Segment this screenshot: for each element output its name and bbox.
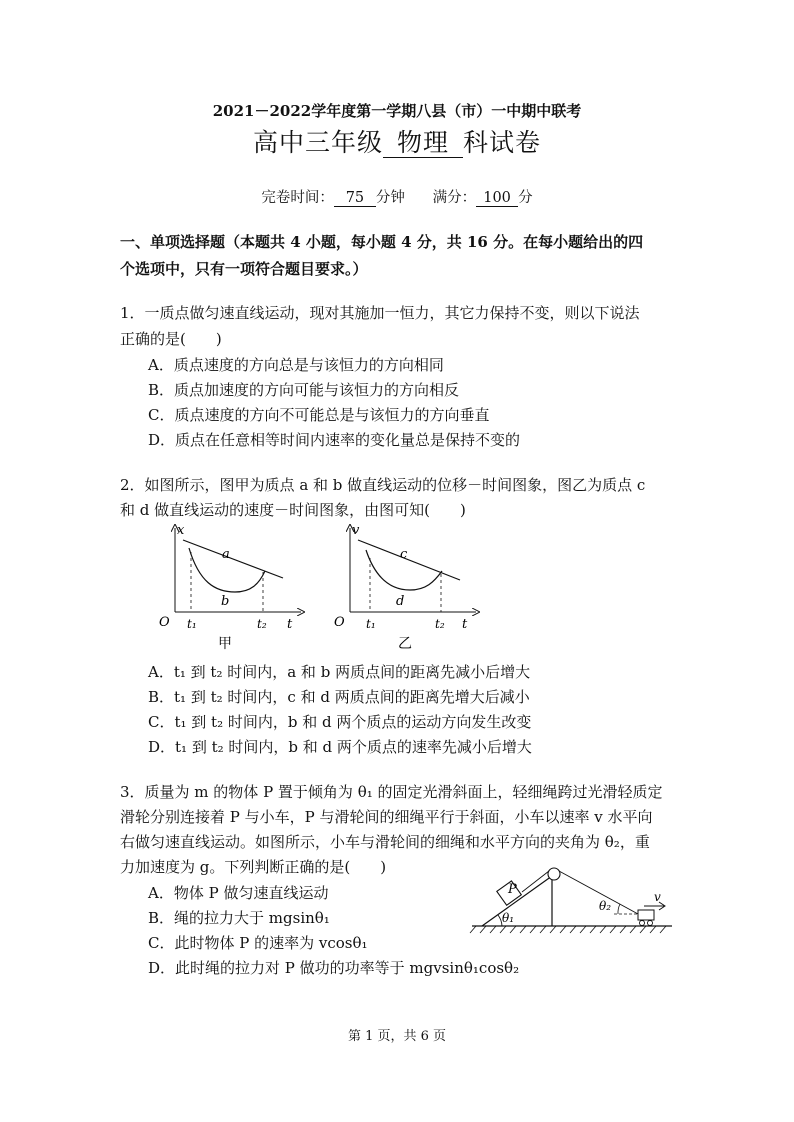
q1-option-b: B．质点加速度的方向可能与该恒力的方向相反 — [148, 381, 460, 399]
q2-option-d: D．t₁ 到 t₂ 时间内，b 和 d 两个质点的速率先减小后增大 — [148, 738, 532, 756]
q1-option-a: A．质点速度的方向总是与该恒力的方向相同 — [148, 356, 444, 374]
ground-hatching — [470, 926, 666, 933]
q1-stem: 1．一质点做匀速直线运动，现对其施加一恒力，其它力保持不变，则以下说法 — [120, 304, 640, 322]
q3-stem-cont1: 滑轮分别连接着 P 与小车，P 与滑轮间的细绳平行于斜面，小车以速率 v 水平向 — [120, 808, 653, 826]
graph-velocity-time — [330, 520, 480, 660]
q3-stem-cont2: 右做匀速直线运动。如图所示，小车与滑轮间的细绳和水平方向的夹角为 θ₂，重 — [120, 833, 650, 851]
incline-pulley-figure — [468, 862, 678, 937]
exam-header: 2021－2022学年度第一学期八县（市）一中期中联考 — [212, 102, 582, 120]
angle-label-2: θ₂ — [599, 899, 612, 913]
q2-stem: 2．如图所示，图甲为质点 a 和 b 做直线运动的位移－时间图象，图乙为质点 c — [120, 476, 646, 494]
q3-stem-cont3: 力加速度为 g。下列判断正确的是( ) — [120, 858, 387, 876]
label-d: d — [396, 594, 405, 609]
label-b: b — [221, 594, 230, 609]
exam-title-suffix: 科试卷 — [463, 128, 542, 157]
q3-option-c: C．此时物体 P 的速率为 vcosθ₁ — [148, 934, 368, 952]
time-unit: 分钟 — [375, 190, 405, 206]
pulley — [548, 868, 560, 880]
q3-option-b: B．绳的拉力大于 mgsinθ₁ — [148, 909, 330, 927]
section-heading-cont: 个选项中，只有一项符合题目要求。） — [120, 260, 368, 278]
q2-option-c: C．t₁ 到 t₂ 时间内，b 和 d 两个质点的运动方向发生改变 — [148, 713, 532, 731]
q3-option-d: D．此时绳的拉力对 P 做功的功率等于 mgvsinθ₁cosθ₂ — [148, 959, 520, 977]
label-t1: t₁ — [366, 617, 376, 631]
score-label: 满分： — [432, 190, 477, 206]
graph-displacement-time — [155, 520, 305, 660]
q1-option-c: C．质点速度的方向不可能总是与该恒力的方向垂直 — [148, 406, 490, 424]
exam-title-subject: 物理 — [383, 129, 463, 158]
angle-arc-2 — [618, 904, 620, 914]
exam-time-info — [0, 186, 794, 207]
caption-jia: 甲 — [218, 636, 232, 652]
velocity-label: v — [654, 890, 661, 904]
label-t2: t₂ — [435, 617, 445, 631]
section-heading: 一、单项选择题（本题共 4 小题，每小题 4 分，共 16 分。在每小题给出的四 — [120, 233, 644, 251]
label-c: c — [400, 547, 408, 562]
origin-label: O — [159, 615, 170, 630]
q1-stem-cont: 正确的是( ) — [120, 330, 222, 348]
score-unit: 分 — [518, 190, 533, 206]
label-a: a — [222, 547, 230, 562]
q3-option-a: A．物体 P 做匀速直线运动 — [148, 884, 329, 902]
exam-title-grade: 高中三年级 — [252, 128, 383, 157]
q3-stem: 3．质量为 m 的物体 P 置于倾角为 θ₁ 的固定光滑斜面上，轻细绳跨过光滑轻质定 — [120, 783, 663, 801]
q2-option-a: A．t₁ 到 t₂ 时间内，a 和 b 两质点间的距离先减小后增大 — [148, 663, 531, 681]
label-t1: t₁ — [187, 617, 197, 631]
q2-stem-cont: 和 d 做直线运动的速度－时间图象，由图可知( ) — [120, 501, 466, 519]
exam-title — [0, 123, 794, 159]
line-a — [183, 540, 283, 578]
time-label: 完卷时间： — [261, 190, 334, 206]
angle-label-1: θ₁ — [502, 911, 515, 925]
caption-yi: 乙 — [398, 636, 412, 652]
q2-option-b: B．t₁ 到 t₂ 时间内，c 和 d 两质点间的距离先增大后减小 — [148, 688, 530, 706]
block-p-label: P — [508, 882, 517, 897]
line-c — [358, 540, 460, 580]
cart-wheel-right — [648, 921, 653, 926]
time-value: 75 — [334, 190, 376, 207]
incline-surface — [482, 876, 552, 926]
axis-label-x: x — [177, 523, 185, 538]
origin-label: O — [334, 615, 345, 630]
cart-wheel-left — [640, 921, 645, 926]
axis-label-t: t — [462, 617, 468, 632]
cart — [638, 910, 654, 920]
page-footer: 第 1 页，共 6 页 — [347, 1029, 447, 1044]
label-t2: t₂ — [257, 617, 267, 631]
q1-option-d: D．质点在任意相等时间内速率的变化量总是保持不变的 — [148, 431, 521, 449]
axis-label-v: v — [352, 523, 360, 538]
score-value: 100 — [476, 190, 518, 207]
axis-label-t: t — [287, 617, 293, 632]
